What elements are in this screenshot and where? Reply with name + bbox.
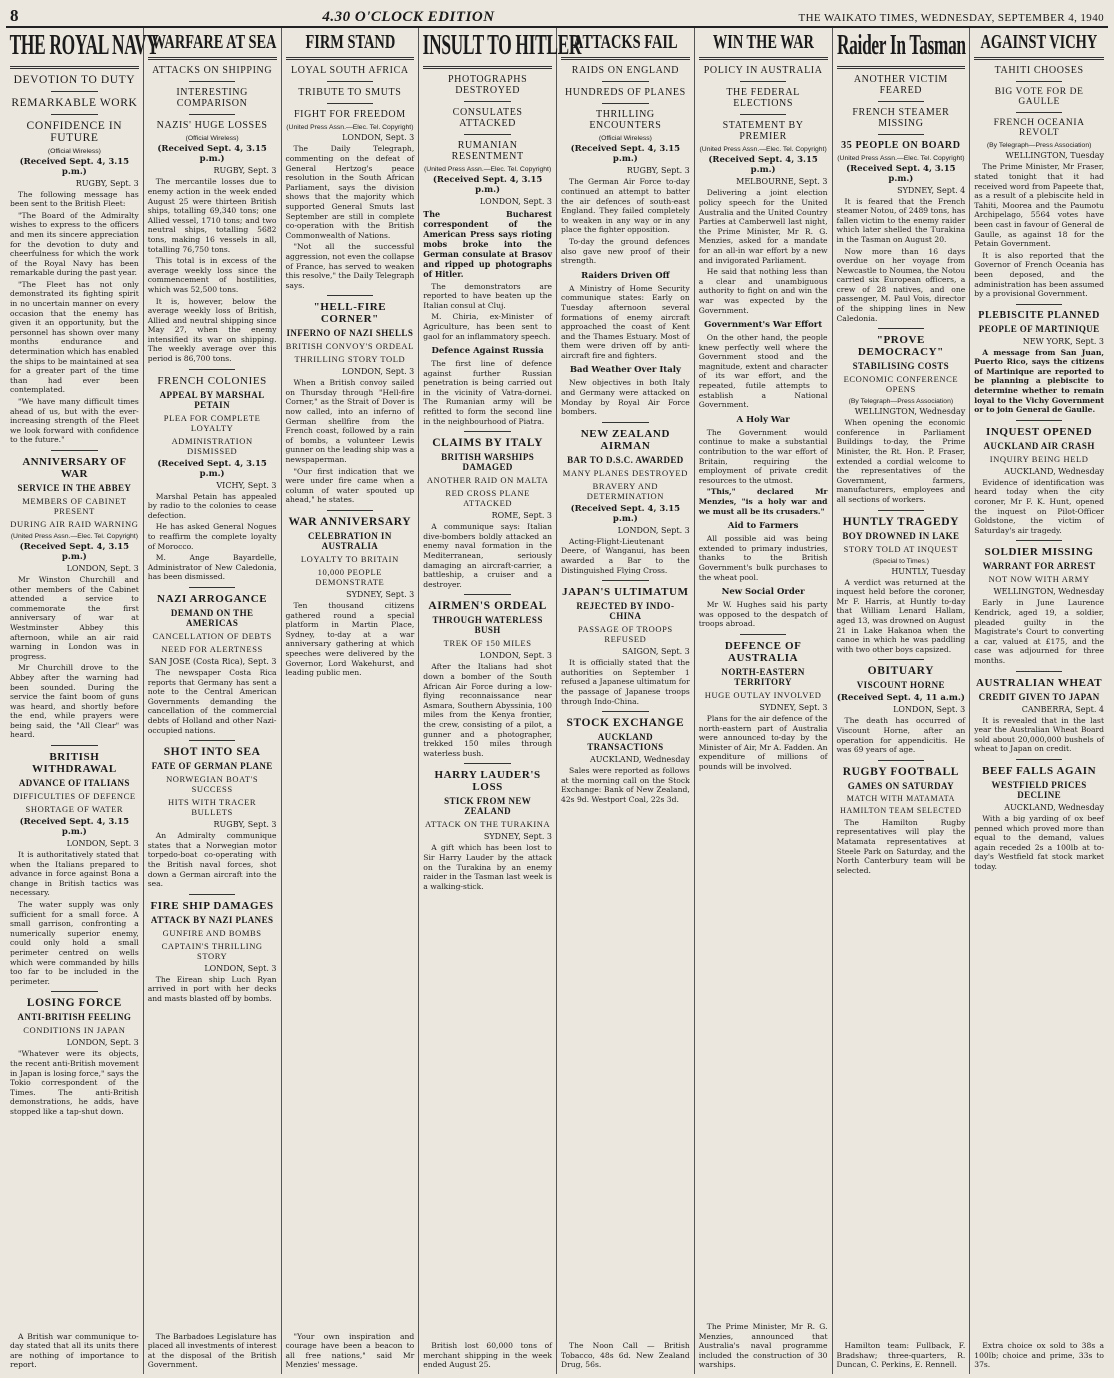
received-line: (Received Sept. 4, 3.15 p.m.): [19, 817, 130, 838]
paragraph: M. Ange Bayardelle, Administrator of New Caledonia, has been dismissed.: [147, 553, 277, 582]
column-4: [419, 28, 582, 1374]
paragraph: Now more than 16 days overdue on her voyage from Newcastle to Noumea, the Notou carried six European officers, a crew of 28 natives, and one passenger, M. Paul Vois, director of the shipping lines in New Caledonia.: [836, 246, 966, 323]
subheading: STICK FROM NEW ZEALAND: [444, 796, 532, 817]
received-line: (Received Sept. 4, 3.15 p.m.): [570, 503, 681, 524]
paragraph: The demonstrators are reported to have beaten up the Italian consul at Cluj.: [423, 281, 552, 310]
received-line: (Received Sept. 4, 3.15 p.m.): [19, 541, 130, 562]
masthead: [6, 6, 1108, 28]
credit-line: (By Telegraph—Press Association): [986, 142, 1092, 150]
received-line: (Received Sept. 4, 3.15 p.m.): [19, 156, 130, 177]
column-tail: [148, 1332, 277, 1372]
column-8: [970, 28, 1108, 1374]
paragraph: A verdict was returned at the inquest held before the coroner, Mr F. Harris, at Huntly to-day that William Lenard Hallam, aged 13, was drowned on August 21 in Lake Hakanoa when the canoe in which he was paddling with two other boys capsized.: [836, 577, 966, 654]
dateline-place: RUGBY, Sept. 3: [626, 166, 690, 176]
subheading: SERVICE IN THE ABBEY: [17, 482, 132, 493]
headline-japans-ultimatum: JAPAN'S ULTIMATUM: [562, 586, 689, 599]
headline-claims-by-italy: CLAIMS BY ITALY: [432, 437, 544, 450]
paragraph: It is revealed that in the last year the Australian Wheat Board sold about 20,000,000 bushels of wheat to Japan on credit.: [974, 715, 1104, 754]
headline-french-colonies: FRENCH COLONIES: [157, 374, 267, 387]
paragraph: It is officially stated that the authorities on September 1 refused a Japanese ultimatum for the passage of Japanese troops through Indo-China.: [561, 658, 690, 706]
paragraph: A gift which has been lost to Sir Harry Lauder by the attack on the Turakina by an enemy raider in the Tasman last week is a walking-stick.: [423, 843, 552, 891]
dateline-place: LONDON, Sept. 3: [342, 133, 415, 143]
headline-shot-into-sea: SHOT INTO SEA: [163, 746, 261, 759]
headline-nazi-arrogance: NAZI ARROGANCE: [157, 593, 268, 606]
paragraph: Delivering a joint election policy speech for the United Australia and the United Country Parties at Camberwell last night, the Prime Minister, Mr R. G. Menzies, asked for a mandate for an all-in war effort by a new and invigorated Parliament.: [698, 188, 828, 265]
paragraph: A message from San Juan, Puerto Rico, says the citizens of Martinique are reported to be planning a plebiscite to determine whether to remain loyal to the Vichy Government or to join General de Gaulle.: [974, 347, 1104, 415]
headline-airmens-ordeal: AIRMEN'S ORDEAL: [428, 600, 547, 613]
paragraph: The newspaper Costa Rica reports that Germany has sent a note to the Central American Governments demanding the cancellation of the commercial debts of Holland and other Nazi-occupied nations.: [147, 668, 277, 735]
subheading: INTERESTING COMPARISON: [176, 87, 248, 110]
paragraph: "The Board of the Admiralty wishes to express to the officers and men its sincere appreciation for the devotion to duty and cheerfulness for which the work of the Royal Navy has been remarkable during the past year.: [10, 210, 139, 278]
paragraph: Sales were reported as follows at the morning call on the Stock Exchange: Bank of New Zealand, 42s 9d. Westport Coal, 22s 3d.: [561, 766, 690, 804]
headline-against-vichy: AGAINST VICHY: [980, 31, 1098, 53]
paragraph: It is also reported that the Governor of French Oceania has been deposed, and the administration has been assumed by a provisional Government.: [974, 250, 1104, 299]
headline-inquest-opened: INQUEST OPENED: [985, 425, 1093, 438]
credit-line: (United Press Assn.—Elec. Tel. Copyright): [10, 532, 138, 540]
subheading: RAIDS ON ENGLAND: [571, 65, 680, 77]
headline-win-the-war: WIN THE WAR: [712, 31, 814, 53]
dateline-place: LONDON, Sept. 3: [893, 705, 966, 715]
paragraph: "Whatever were its objects, the recent anti-British movement in Japan is losing force," says the Tokio correspondent of the Times. The anti-British demonstrations, he adds, have stopped like a tap-shut down.: [10, 1049, 139, 1116]
subheading: POLICY IN AUSTRALIA: [703, 65, 823, 77]
subheading: STATEMENT BY PREMIER: [722, 120, 804, 143]
paragraph: The German Air Force to-day continued an attempt to batter the air defences of south-east England. They failed completely to weaken in any way or in any place the fighter opposition.: [561, 177, 690, 235]
paragraph: M. Chiria, ex-Minister of Agriculture, has been sent to gaol for an inflammatory speech.: [423, 312, 552, 341]
subheading: DEMAND ON THE AMERICAS: [170, 608, 254, 629]
subheading: TAHITI CHOOSES: [994, 65, 1084, 77]
dateline-place: NEW YORK, Sept. 3: [1022, 336, 1104, 346]
article-body: [10, 190, 139, 445]
dateline-place: RUGBY, Sept. 3: [75, 178, 139, 188]
subheading: BRITISH CONVOY'S ORDEAL: [285, 341, 414, 352]
subheading: PHOTOGRAPHS DESTROYED: [448, 73, 528, 96]
subheading: WESTFIELD PRICES DECLINE: [991, 779, 1087, 800]
dateline-place: VICHY, Sept. 3: [216, 480, 277, 490]
paragraph: The Noon Call — British Tobacco, 48s 6d. New Zealand Drug, 56s.: [561, 1341, 690, 1370]
subheading: BRAVERY AND DETERMINATION: [586, 480, 664, 501]
paragraph: "The Fleet has not only demonstrated its fighting spirit in no uncertain manner on every occasion that the enemy has given it an opportunity, but the personnel has shown over many months endurance and determination which has enabled the ships to be maintained at sea for a greater part of the time than had ever been contemplated.: [10, 279, 139, 395]
dateline-place: LONDON, Sept. 3: [66, 1038, 139, 1048]
dateline-place: LONDON, Sept. 3: [479, 196, 552, 206]
subheading: GAMES ON SATURDAY: [847, 780, 955, 791]
paragraph: British lost 60,000 tons of merchant shipping in the week ended August 25.: [423, 1341, 552, 1370]
dateline-place: CANBERRA, Sept. 4: [1021, 704, 1104, 714]
subheading: AUCKLAND AIR CRASH: [983, 440, 1095, 451]
headline-plebiscite: PLEBISCITE PLANNED: [978, 309, 1100, 321]
paragraph: After the Italians had shot down a bomber of the South African Air Force during a low-flying reconnaissance near Asmara, Southern Abyssinia, 100 miles from the Kenya frontier, the crew, consisting of a pilot, a gunner and a photographer, trekked 150 miles through waterless bush.: [423, 662, 552, 758]
subheading: TRIBUTE TO SMUTS: [298, 87, 402, 99]
paragraph: Mr Winston Churchill and other members of the Cabinet attended a service to commemorate the first anniversary of war at Westminster Abbey this afternoon, while an air raid warning in London was in progress.: [10, 574, 139, 661]
paragraph: To-day the ground defences also gave new proof of their strength.: [561, 236, 690, 266]
paragraph: He has asked General Nogues to reaffirm the complete loyalty of Morocco.: [147, 522, 277, 551]
subheading: BOY DROWNED IN LAKE: [842, 530, 960, 541]
subheading: MATCH WITH MATAMATA: [846, 793, 955, 803]
paragraph: A British war communique to-day stated that all its units there are nothing of importance to report.: [10, 1331, 139, 1370]
dateline-place: AUCKLAND, Wednesday: [1004, 466, 1104, 476]
subheading: CONSULATES ATTACKED: [452, 106, 523, 129]
credit-line: (Official Wireless): [185, 135, 239, 143]
received-line: (Received Sept. 4, 3.15 p.m.): [432, 174, 543, 195]
received-line: (Received Sept. 4, 3.15 p.m.): [846, 163, 956, 184]
paragraph: A communique says: Italian dive-bombers boldly attacked an enemy naval formation in the Mediterranean, seriously damaging an aircraft-carrier, a battleship, a cruiser and a destroyer.: [423, 522, 552, 589]
dateline-place: MELBOURNE, Sept. 3: [736, 177, 828, 187]
subheading: FATE OF GERMAN PLANE: [151, 761, 273, 772]
subheading: THRILLING ENCOUNTERS: [589, 109, 662, 132]
section-subhead: New Social Order: [721, 587, 805, 598]
columns: [6, 28, 1108, 1374]
subheading: TREK OF 150 MILES: [443, 638, 532, 649]
section-subhead: Defence Against Russia: [431, 346, 544, 357]
paragraph: When a British convoy sailed on Thursday through "Hell-fire Corner," as the Strait of Dover is now called, into an inferno of German shellfire from the French coast, followed by a rain of bombs, a volunteer Lewis gunner on the leading ship was a newspaperman.: [285, 378, 415, 465]
subheading: AUCKLAND TRANSACTIONS: [587, 732, 664, 753]
paragraph: "We have many difficult times ahead of us, but with the ever-increasing strength of the Fleet we look forward with confidence to the future.": [10, 397, 139, 445]
section-subhead: A Holy War: [736, 414, 790, 425]
subheading: HUGE OUTLAY INVOLVED: [704, 689, 822, 700]
dateline-place: AUCKLAND, Wednesday: [590, 755, 690, 765]
headline-firm-stand: FIRM STAND: [304, 31, 395, 53]
paragraph: The Prime Minister, Mr R. G. Menzies, announced that Australia's naval programme included the construction of 30 warships.: [698, 1322, 828, 1370]
headline-soldier-missing: SOLDIER MISSING: [984, 546, 1094, 559]
section-subhead: Bad Weather Over Italy: [569, 365, 681, 376]
subheading: STABILISING COSTS: [852, 361, 950, 372]
headline-prove-democracy: "PROVE DEMOCRACY": [857, 334, 944, 359]
dateline-place: SAIGON, Sept. 3: [622, 647, 690, 657]
subheading: CONDITIONS IN JAPAN: [23, 1025, 126, 1036]
headline-beef-falls: BEEF FALLS AGAIN: [982, 764, 1097, 777]
paragraph: Acting-Flight-Lieutenant Deere, of Wanganui, has been awarded a Bar to the Distinguished Flying Cross.: [561, 536, 690, 575]
subheading: BRITISH WARSHIPS DAMAGED: [441, 452, 535, 473]
headline-hell-fire-corner: "HELL-FIRE CORNER": [313, 301, 387, 326]
headline-insult-to-hitler: INSULT TO HITLER: [422, 30, 582, 61]
received-line: (Received Sept. 4, 3.15 p.m.): [570, 144, 681, 165]
paragraph: Ten thousand citizens gathered round a special platform in Martin Place, Sydney, to-day at a war anniversary gathering at which speeches were delivered by the Governor, Lord Wakehurst, and leading public men.: [285, 601, 415, 678]
subheading: NAZIS' HUGE LOSSES: [156, 120, 268, 132]
subheading: RUMANIAN RESENTMENT: [451, 139, 524, 162]
subheading: REJECTED BY INDO-CHINA: [576, 601, 675, 622]
paragraph: When opening the economic conference in Parliament Buildings to-day, the Prime Minister, the Rt. Hon. P. Fraser, extended a cordial welcome to the representatives of the Government, farmers, manufacturers, employees and all sections of workers.: [836, 418, 966, 505]
paragraph: It is feared that the French steamer Notou, of 2489 tons, has fallen victim to the enemy raider which later shelled the Turakina in the Tasman on August 20.: [836, 196, 966, 244]
dateline-place: LONDON, Sept. 3: [66, 839, 139, 849]
subheading: STORY TOLD AT INQUEST: [843, 543, 959, 554]
paragraph: The water supply was only sufficient for a small force. A small garrison, confronting a numerically superior enemy, could only hold a small perimeter centred on wells which were commanded by hills too far to be included in the perimeter.: [10, 900, 139, 986]
dateline-place: WELLINGTON, Wednesday: [854, 407, 966, 417]
headline-warfare-at-sea: WARFARE AT SEA: [151, 31, 277, 53]
subheading: CAPTAIN'S THRILLING STORY: [161, 940, 263, 961]
headline-losing-force: LOSING FORCE: [26, 997, 122, 1010]
headline-nz-airman: NEW ZEALAND AIRMAN: [580, 427, 670, 452]
paragraph: Hamilton team: Fullback, F. Bradshaw; three-quarters, R. Duncan, C. Perkins, E. Rennell.: [836, 1341, 966, 1370]
subheading: ANOTHER RAID ON MALTA: [426, 475, 549, 486]
dateline-place: LONDON, Sept. 3: [617, 525, 690, 535]
paragraph: Marshal Petain has appealed by radio to the colonies to cease defection.: [147, 491, 277, 520]
paragraph: The Hamilton Rugby representatives will play the Matamata representatives at Steele Park on Saturday, and the North Canterbury team will be selected.: [836, 817, 966, 875]
received-line: (Received Sept. 4, 3.15 p.m.): [157, 144, 267, 165]
subheading: LOYALTY TO BRITAIN: [300, 554, 399, 565]
dateline-place: RUGBY, Sept. 3: [213, 820, 277, 830]
credit-line: (United Press Assn.—Elec. Tel. Copyright): [837, 154, 965, 162]
credit-line: (By Telegraph—Press Association): [848, 398, 954, 406]
lead-paragraph: The Bucharest correspondent of the American Press says rioting mobs broke into the German consulate at Brasov and ripped up photographs of Hitler.: [423, 208, 552, 279]
page-number: 8: [10, 6, 19, 25]
dateline-place: SYDNEY, Sept. 3: [483, 832, 552, 842]
subheading: NEED FOR ALERTNESS: [161, 644, 263, 655]
dateline-place: LONDON, Sept. 3: [66, 563, 139, 573]
paragraph: Mr Churchill drove to the Abbey after the warning had been sounded. During the service the faint boom of guns was heard, and shortly before the end, while prayers were being said, the "All Clear" was heard.: [10, 663, 139, 740]
dateline-place: SYDNEY, Sept. 3: [346, 590, 415, 600]
subheading: ANTI-BRITISH FEELING: [17, 1012, 132, 1023]
subheading: ATTACK ON THE TURAKINA: [424, 819, 551, 830]
subheading: ATTACKS ON SHIPPING: [152, 65, 273, 77]
subheading: FRENCH STEAMER MISSING: [852, 106, 950, 129]
subheading: VISCOUNT HORNE: [856, 680, 945, 691]
dateline-place: SYDNEY, Sept. 4: [897, 185, 966, 195]
column-7: [833, 28, 971, 1374]
paragraph: All possible aid was being extended to primary industries, thanks to the British Government's bulk purchases to the wheat pool.: [698, 534, 828, 582]
headline-stock-exchange: STOCK EXCHANGE: [566, 717, 685, 730]
headline-obituary: OBITUARY: [867, 665, 935, 678]
subheading: THROUGH WATERLESS BUSH: [432, 615, 543, 636]
dateline-place: ROME, Sept. 3: [491, 511, 552, 521]
paragraph: "Your own inspiration and courage have been a beacon to all free nations," said Mr Menzies' message.: [285, 1331, 415, 1370]
subheading: 35 PEOPLE ON BOARD: [841, 139, 961, 151]
subheading: DEVOTION TO DUTY: [13, 73, 136, 86]
dateline-place: SYDNEY, Sept. 3: [759, 702, 828, 712]
paragraph: On the other hand, the people knew perfectly well where the Government stood and the magnitude, extent and character of its war effort, and the repeated, futile attempts to establish a National Government.: [698, 333, 828, 410]
divider: [10, 66, 139, 69]
subheading: GUNFIRE AND BOMBS: [162, 927, 262, 938]
received-line: (Received Sept. 4, 3.15 p.m.): [708, 155, 818, 176]
paragraph: The Daily Telegraph, commenting on the defeat of General Hertzog's peace resolution in the South African Parliament, says the division shows that the majority which supported General Smuts last September are still in complete co-operation with the British Commonwealth of Nations.: [285, 144, 415, 240]
column-tail: [561, 1341, 690, 1372]
dateline-place: WELLINGTON, Wednesday: [993, 587, 1104, 597]
dateline-place: HUNTLY, Tuesday: [891, 566, 966, 576]
subheading: ANOTHER VICTIM FEARED: [853, 73, 948, 96]
headline-war-anniversary: WAR ANNIVERSARY: [288, 516, 412, 529]
subheading: PLEA FOR COMPLETE LOYALTY: [163, 412, 261, 433]
paragraph: It is, however, below the average weekly loss of British, Allied and neutral shipping since May 27, when the enemy intensified its war on shipping. The weekly average over this period is 86,700 tons.: [147, 296, 277, 364]
subheading: NORWEGIAN BOAT'S SUCCESS: [166, 774, 259, 795]
headline-anniversary: ANNIVERSARY OF WAR: [22, 455, 127, 480]
received-line: (Received Sept. 4, 3.15 p.m.): [157, 458, 267, 479]
column-1: [6, 28, 159, 1374]
dateline-place: AUCKLAND, Wednesday: [1004, 802, 1104, 812]
dateline-place: RUGBY, Sept. 3: [213, 166, 277, 176]
credit-line: (Special to Times.): [872, 557, 930, 565]
edition-title: 4.30 O'CLOCK EDITION: [322, 9, 495, 25]
credit-line: (United Press Assn.—Elec. Tel. Copyright): [699, 146, 827, 154]
paragraph: He said that nothing less than a clear and unambiguous authority to fight on and win the war was expected by the Government.: [698, 267, 828, 315]
column-tail: [10, 1332, 139, 1372]
dateline-place: LONDON, Sept. 3: [479, 651, 552, 661]
subheading: PASSAGE OF TROOPS REFUSED: [577, 624, 673, 645]
subheading: THE FEDERAL ELECTIONS: [726, 87, 800, 110]
paragraph: Extra choice ox sold to 38s a 100lb; choice and prime, 33s to 37s.: [974, 1341, 1104, 1370]
paragraph: Mr W. Hughes said his party was opposed to the despatch of troops abroad.: [698, 600, 828, 629]
dateline-place: SAN JOSE (Costa Rica), Sept. 3: [148, 657, 277, 667]
subheading: HAMILTON TEAM SELECTED: [840, 805, 962, 815]
subheading: ADMINISTRATION DISMISSED: [171, 435, 253, 456]
paragraph: The death has occurred of Viscount Horne, after an operation for appendicitis. He was 69 years of age.: [836, 716, 966, 755]
column-tail: [286, 1332, 415, 1372]
paragraph: Evidence of identification was heard today when the city coroner, Mr F. K. Hunt, opened the inquest on Pilot-Officer Goldstone, the victim of Saturday's air tragedy.: [974, 477, 1104, 535]
subheading: ADVANCE OF ITALIANS: [18, 778, 130, 789]
subheading: NOT NOW WITH ARMY: [988, 574, 1090, 585]
section-subhead: Aid to Farmers: [727, 521, 799, 532]
paragraph: The first line of defence against further Russian penetration is being carried out in the vicinity of Vatra-dornei. The Rumanian army will be refitted to form the second line in the neighbourhood of Piatra.: [423, 359, 552, 426]
subheading: FIGHT FOR FREEDOM: [294, 109, 406, 121]
subheading: INFERNO OF NAZI SHELLS: [286, 328, 414, 339]
subheading: REMARKABLE WORK: [11, 96, 138, 109]
paragraph: The Prime Minister, Mr Fraser, stated tonight that it had received word from Papeete that, as a result of a plebiscite held in Tahiti, Moorea and the Paumotu Archipelago, 5564 votes have been cast in favour of General de Gaulle, as against 18 for the Petain Government.: [974, 162, 1104, 249]
column-tail: [423, 1341, 552, 1372]
paragraph: This total is in excess of the average weekly loss since the commencement of hostilities, which was 52,500 tons.: [147, 256, 277, 294]
subheading: CREDIT GIVEN TO JAPAN: [978, 691, 1100, 702]
subheading: THRILLING STORY TOLD: [294, 354, 406, 365]
paragraph: It is authoritatively stated that when the Italians prepared to advance in force against Bona a change in British tactics was necessary.: [10, 850, 139, 898]
subheading: ECONOMIC CONFERENCE OPENS: [843, 374, 959, 395]
column-6: [695, 28, 833, 1374]
column-tail: [974, 1341, 1104, 1372]
subheading: WARRANT FOR ARREST: [982, 561, 1096, 572]
paragraph: "Our first indication that we were under fire came when a column of water spouted up ahead," he states.: [285, 466, 415, 505]
subheading: APPEAL BY MARSHAL PETAIN: [159, 389, 265, 410]
headline-royal-navy: THE ROYAL NAVY: [9, 30, 159, 61]
paragraph: An Admiralty communique states that a Norwegian motor torpedo-boat co-operating with the British naval forces, shot down a German aircraft into the sea.: [147, 831, 277, 889]
paragraph: A Ministry of Home Security communique states: Early on Tuesday afternoon several formations of enemy aircraft approached the coast of Kent and the Thames Estuary. Most of them were driven off by anti-aircraft fire and fighters.: [561, 283, 690, 360]
subheading: FRENCH OCEANIA REVOLT: [993, 118, 1085, 139]
paragraph: "Not all the successful aggression, not even the collapse of France, has served to weaken this resolve," the Daily Telegraph says.: [285, 242, 415, 290]
subheading: HUNDREDS OF PLANES: [564, 87, 686, 99]
paragraph: New objectives in both Italy and Germany were attacked on Monday by Royal Air Force bombers.: [561, 378, 690, 417]
credit-line: (Official Wireless): [47, 147, 101, 155]
column-3: [282, 28, 420, 1374]
subheading: HITS WITH TRACER BULLETS: [168, 797, 257, 818]
subheading: NORTH-EASTERN TERRITORY: [721, 666, 805, 687]
credit-line: (Official Wireless): [598, 135, 652, 143]
subheading: DIFFICULTIES OF DEFENCE: [13, 791, 136, 802]
dateline-place: WELLINGTON, Tuesday: [1005, 151, 1104, 161]
column-tail: [837, 1341, 966, 1372]
column-2: [144, 28, 282, 1374]
subheading: RED CROSS PLANE ATTACKED: [445, 488, 530, 509]
subheading: 10,000 PEOPLE DEMONSTRATE: [315, 567, 385, 588]
subheading: MEMBERS OF CABINET PRESENT: [22, 495, 127, 516]
section-subhead: Government's War Effort: [704, 320, 823, 331]
subheading: CONFIDENCE IN FUTURE: [26, 119, 123, 144]
paragraph: The Eirean ship Luch Ryan arrived in port with her decks and masts blasted off by bombs.: [147, 974, 277, 1003]
received-line: (Received Sept. 4, 11 a.m.): [836, 693, 965, 704]
headline-australian-wheat: AUSTRALIAN WHEAT: [976, 676, 1103, 689]
subheading: PEOPLE OF MARTINIQUE: [978, 323, 1100, 334]
dateline-place: LONDON, Sept. 3: [204, 963, 277, 973]
paragraph: Early in June Laurence Kendrick, aged 19, a soldier, pleaded guilty in the Magistrate's Court to converting a car, valued at £175, and the case was adjourned for three months.: [974, 598, 1104, 665]
section-subhead: Raiders Driven Off: [581, 270, 670, 281]
headline-huntly-tragedy: HUNTLY TRAGEDY: [842, 515, 960, 528]
subheading: DURING AIR RAID WARNING: [10, 518, 139, 529]
column-tail: [699, 1322, 828, 1372]
headline-defence-of-australia: DEFENCE OF AUSTRALIA: [724, 639, 802, 664]
headline-raider-in-tasman: Raider In Tasman: [836, 30, 966, 61]
subheading: ATTACK BY NAZI PLANES: [150, 914, 274, 925]
subheading: INQUIRY BEING HELD: [989, 453, 1089, 464]
subheading: LOYAL SOUTH AFRICA: [291, 65, 409, 77]
subheading: BIG VOTE FOR DE GAULLE: [994, 87, 1084, 108]
paragraph: The Barbadoes Legislature has placed all investments of interest at the disposal of the British Government.: [147, 1331, 277, 1370]
paragraph: The following message has been sent to the British Fleet:: [10, 189, 139, 209]
headline-british-withdrawal: BRITISH WITHDRAWAL: [31, 751, 117, 776]
subheading: MANY PLANES DESTROYED: [562, 467, 688, 478]
credit-line: (United Press Assn.—Elec. Tel. Copyright): [286, 124, 414, 132]
credit-line: (United Press Assn.—Elec. Tel. Copyright): [424, 165, 552, 173]
subheading: BAR TO D.S.C. AWARDED: [567, 454, 684, 465]
dateline: THE WAIKATO TIMES, WEDNESDAY, SEPTEMBER 4, 1940: [798, 12, 1104, 24]
paragraph: The Government would continue to make a substantial contribution to the war effort of Britain, requiring the employment of private credit resources to the utmost.: [698, 427, 828, 485]
headline-attacks-fail: ATTACKS FAIL: [573, 31, 678, 53]
paragraph: "This," declared Mr Menzies, "is a holy war and we must all be its crusaders.": [698, 487, 828, 516]
subheading: CANCELLATION OF DEBTS: [152, 631, 272, 642]
paragraph: The mercantile losses due to enemy action in the week ended August 25 were thirteen British ships, totalling 69,340 tons; one Allied vessel, 1710 tons; and two neutral ships, totalling 5682 tons, making 16 vessels in all, totalling 76,750 tons.: [147, 177, 277, 254]
headline-fire-ship: FIRE SHIP DAMAGES: [150, 899, 274, 912]
headline-rugby-football: RUGBY FOOTBALL: [842, 765, 960, 778]
paragraph: With a big yarding of ox beef penned which proved more than equal to the demand, values again receded 2s a 100lb at to-day's Westfield fat stock market today.: [974, 813, 1104, 871]
subheading: SHORTAGE OF WATER: [25, 804, 124, 815]
headline-harry-lauder: HARRY LAUDER'S LOSS: [434, 769, 541, 794]
dateline-place: LONDON, Sept. 3: [342, 367, 415, 377]
paragraph: Plans for the air defence of the north-eastern part of Australia were announced to-day by the Minister of Air, Mr A. Fadden. An expenditure of millions of pounds will be involved.: [698, 713, 828, 771]
subheading: CELEBRATION IN AUSTRALIA: [308, 531, 392, 552]
column-5: [557, 28, 695, 1374]
